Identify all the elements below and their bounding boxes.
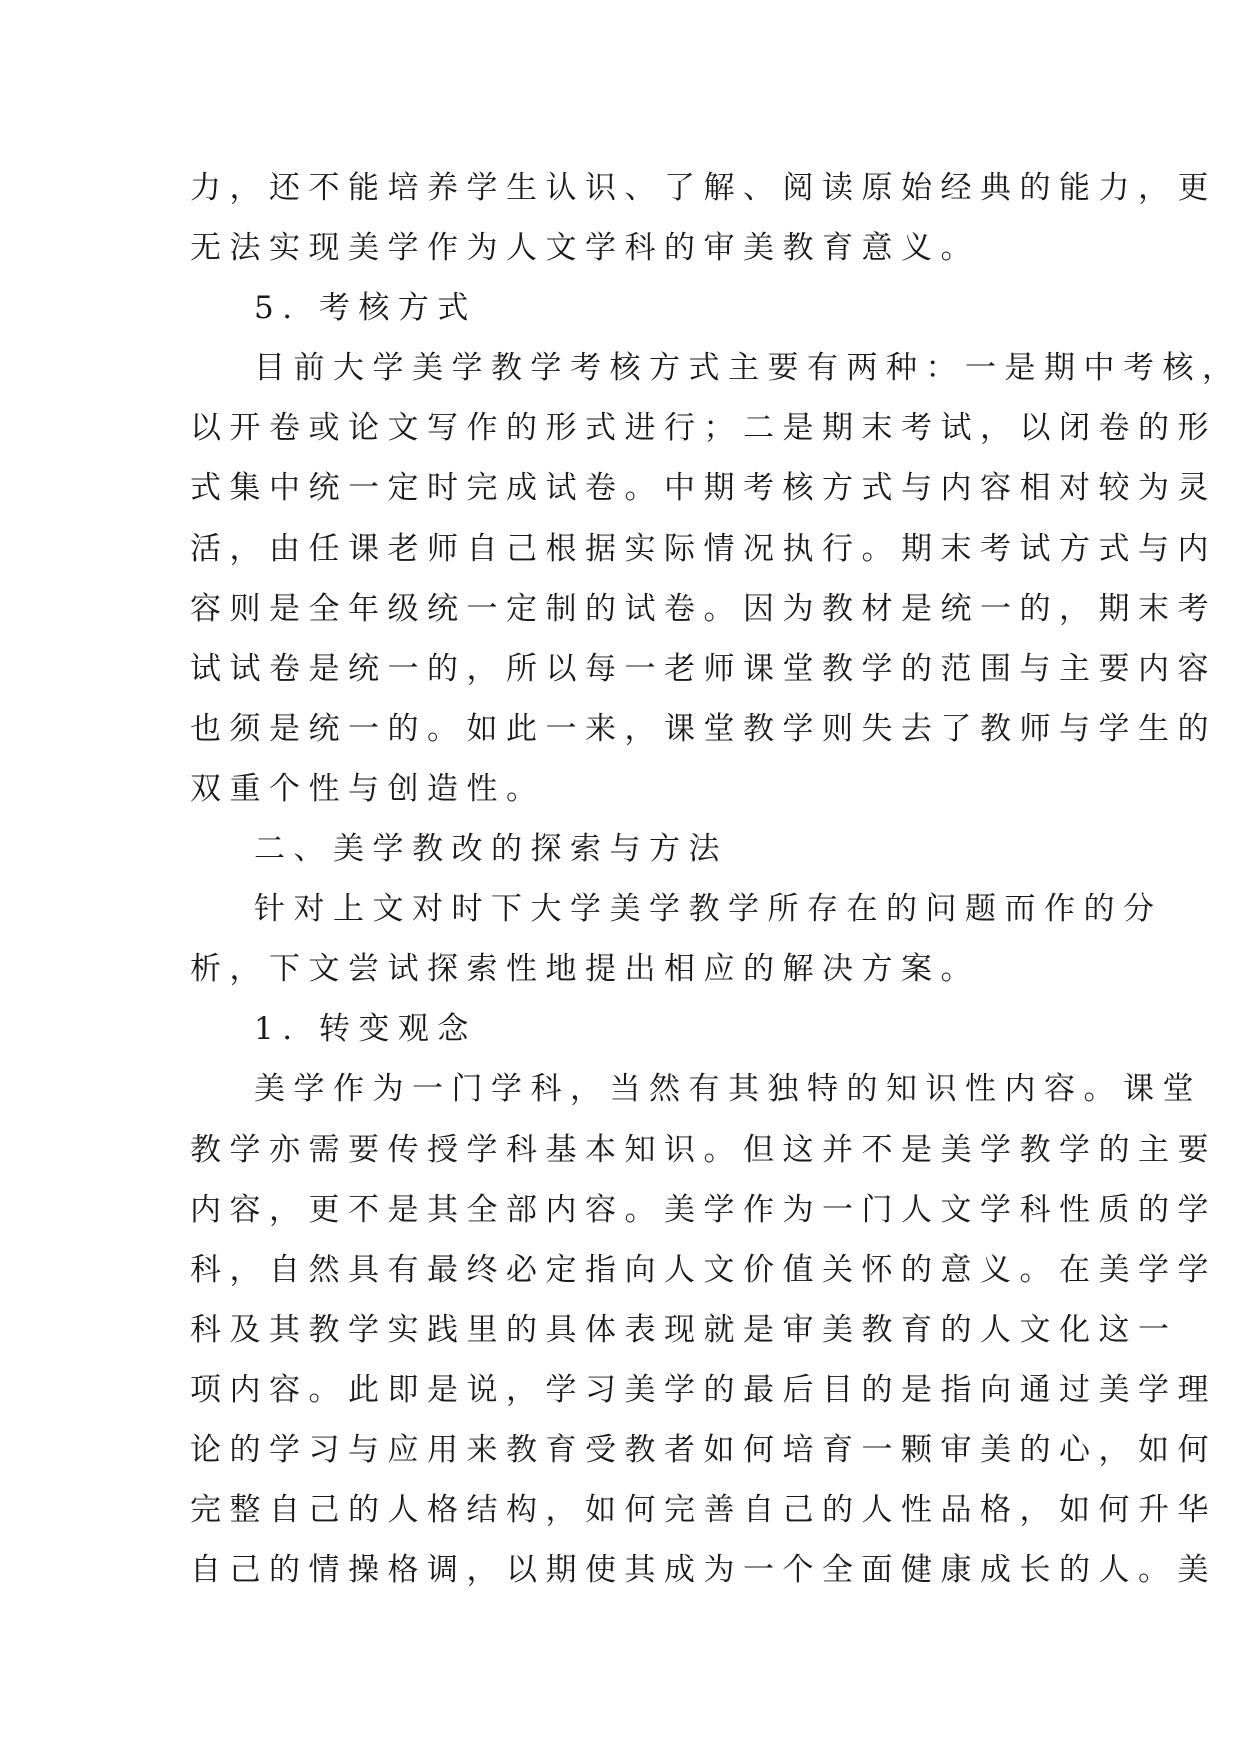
- text-line: 教学亦需要传授学科基本知识。但这并不是美学教学的主要: [190, 1131, 1217, 1168]
- text-line: 内容，更不是其全部内容。美学作为一门人文学科性质的学: [190, 1191, 1217, 1228]
- text-line: 美学作为一门学科，当然有其独特的知识性内容。课堂: [254, 1071, 1202, 1108]
- text-line: 科及其教学实践里的具体表现就是审美教育的人文化这一: [190, 1311, 1178, 1348]
- text-line: 5. 考核方式: [254, 290, 477, 327]
- text-line: 也须是统一的。如此一来，课堂教学则失去了教师与学生的: [190, 710, 1217, 747]
- text-line: 容则是全年级统一定制的试卷。因为教材是统一的，期末考: [190, 590, 1217, 627]
- text-line: 项内容。此即是说，学习美学的最后目的是指向通过美学理: [190, 1371, 1217, 1408]
- text-line: 试试卷是统一的，所以每一老师课堂教学的范围与主要内容: [190, 650, 1217, 687]
- text-line: 针对上文对时下大学美学教学所存在的问题而作的分: [254, 891, 1163, 928]
- text-line: 科，自然具有最终必定指向人文价值关怀的意义。在美学学: [190, 1251, 1217, 1288]
- text-line: 析，下文尝试探索性地提出相应的解决方案。: [190, 951, 980, 988]
- text-line: 式集中统一定时完成试卷。中期考核方式与内容相对较为灵: [190, 470, 1217, 507]
- text-line: 完整自己的人格结构，如何完善自己的人性品格，如何升华: [190, 1492, 1217, 1529]
- text-line: 力，还不能培养学生认识、了解、阅读原始经典的能力，更: [190, 170, 1217, 206]
- text-line: 活，由任课老师自己根据实际情况执行。期末考试方式与内: [190, 530, 1217, 567]
- text-line: 论的学习与应用来教育受教者如何培育一颗审美的心，如何: [190, 1431, 1217, 1468]
- text-line: 目前大学美学教学考核方式主要有两种：一是期中考核，: [254, 350, 1241, 387]
- text-line: 以开卷或论文写作的形式进行；二是期末考试，以闭卷的形: [190, 410, 1217, 447]
- text-line: 自己的情操格调，以期使其成为一个全面健康成长的人。美: [190, 1552, 1217, 1589]
- text-line: 1. 转变观念: [254, 1011, 477, 1048]
- text-line: 双重个性与创造性。: [190, 770, 546, 807]
- document-body: [190, 158, 1241, 1600]
- text-line: 无法实现美学作为人文学科的审美教育意义。: [190, 230, 980, 267]
- text-line: 二、美学教改的探索与方法: [254, 831, 728, 868]
